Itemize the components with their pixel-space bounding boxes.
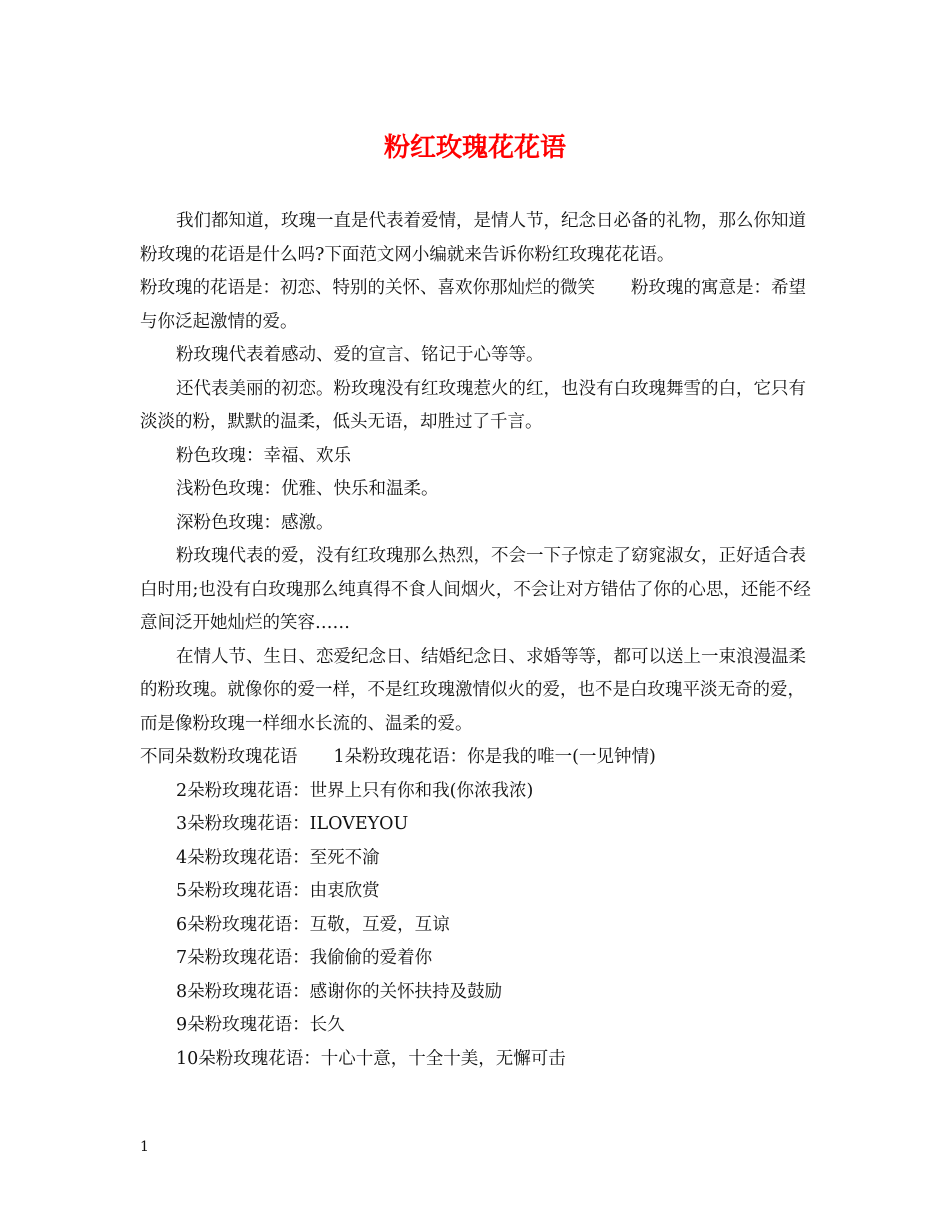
count-item-1: 1朵粉玫瑰花语：你是我的唯一(一见钟情)	[333, 747, 656, 767]
count-heading: 不同朵数粉玫瑰花语	[140, 747, 298, 767]
meaning-secondary: 粉玫瑰的寓意是：希望与你泛起激情的爱。	[140, 278, 806, 332]
count-item-10: 10朵粉玫瑰花语：十心十意，十全十美，无懈可击	[176, 1048, 566, 1069]
page-number: 1	[140, 1139, 149, 1155]
love-paragraph: 粉玫瑰代表的爱，没有红玫瑰那么热烈，不会一下子惊走了窈窕淑女，正好适合表白时用;也没有白玫瑰那么纯真得不食人间烟火，不会让对方错估了你的心思，还能不经意间泛开她灿烂的笑容……	[140, 546, 811, 633]
occasions-paragraph: 在情人节、生日、恋爱纪念日、结婚纪念日、求婚等等，都可以送上一束浪漫温柔的粉玫瑰。就像你的爱一样，不是红玫瑰激情似火的爱，也不是白玫瑰平淡无奇的爱，而是像粉玫瑰一样细水长流的、温柔的爱。	[140, 646, 806, 734]
count-item-6: 6朵粉玫瑰花语：互敬，互爱，互谅	[176, 914, 450, 935]
meaning-paragraph	[140, 272, 812, 339]
represent-paragraph: 粉玫瑰代表着感动、爱的宣言、铭记于心等等。	[176, 345, 544, 365]
meaning-primary: 粉玫瑰的花语是：初恋、特别的关怀、喜欢你那灿烂的微笑	[140, 278, 595, 298]
first-love-paragraph: 还代表美丽的初恋。粉玫瑰没有红玫瑰惹火的红，也没有白玫瑰舞雪的白，它只有淡淡的粉，默默的温柔，低头无语，却胜过了千言。	[140, 378, 806, 432]
count-item-5: 5朵粉玫瑰花语：由衷欣赏	[176, 881, 380, 901]
pink-rose-line: 粉色玫瑰：幸福、欢乐	[176, 445, 351, 466]
count-item-8: 8朵粉玫瑰花语：感谢你的关怀扶持及鼓励	[176, 981, 503, 1002]
light-pink-rose-line: 浅粉色玫瑰：优雅、快乐和温柔。	[176, 479, 439, 499]
article-body	[140, 205, 812, 1076]
count-heading-line	[140, 741, 812, 775]
count-item-3: 3朵粉玫瑰花语：ILOVEYOU	[176, 814, 409, 834]
count-item-2: 2朵粉玫瑰花语：世界上只有你和我(你浓我浓)	[176, 780, 534, 801]
deep-pink-rose-line: 深粉色玫瑰：感激。	[176, 512, 334, 533]
count-item-7: 7朵粉玫瑰花语：我偷偷的爱着你	[176, 948, 433, 968]
intro-paragraph: 我们都知道，玫瑰一直是代表着爱情，是情人节，纪念日必备的礼物，那么你知道粉玫瑰的花语是什么吗?下面范文网小编就来告诉你粉红玫瑰花花语。	[140, 211, 806, 265]
page-title: 粉红玫瑰花花语	[383, 133, 566, 163]
count-item-4: 4朵粉玫瑰花语：至死不渝	[176, 847, 380, 868]
count-item-9: 9朵粉玫瑰花语：长久	[176, 1015, 345, 1035]
